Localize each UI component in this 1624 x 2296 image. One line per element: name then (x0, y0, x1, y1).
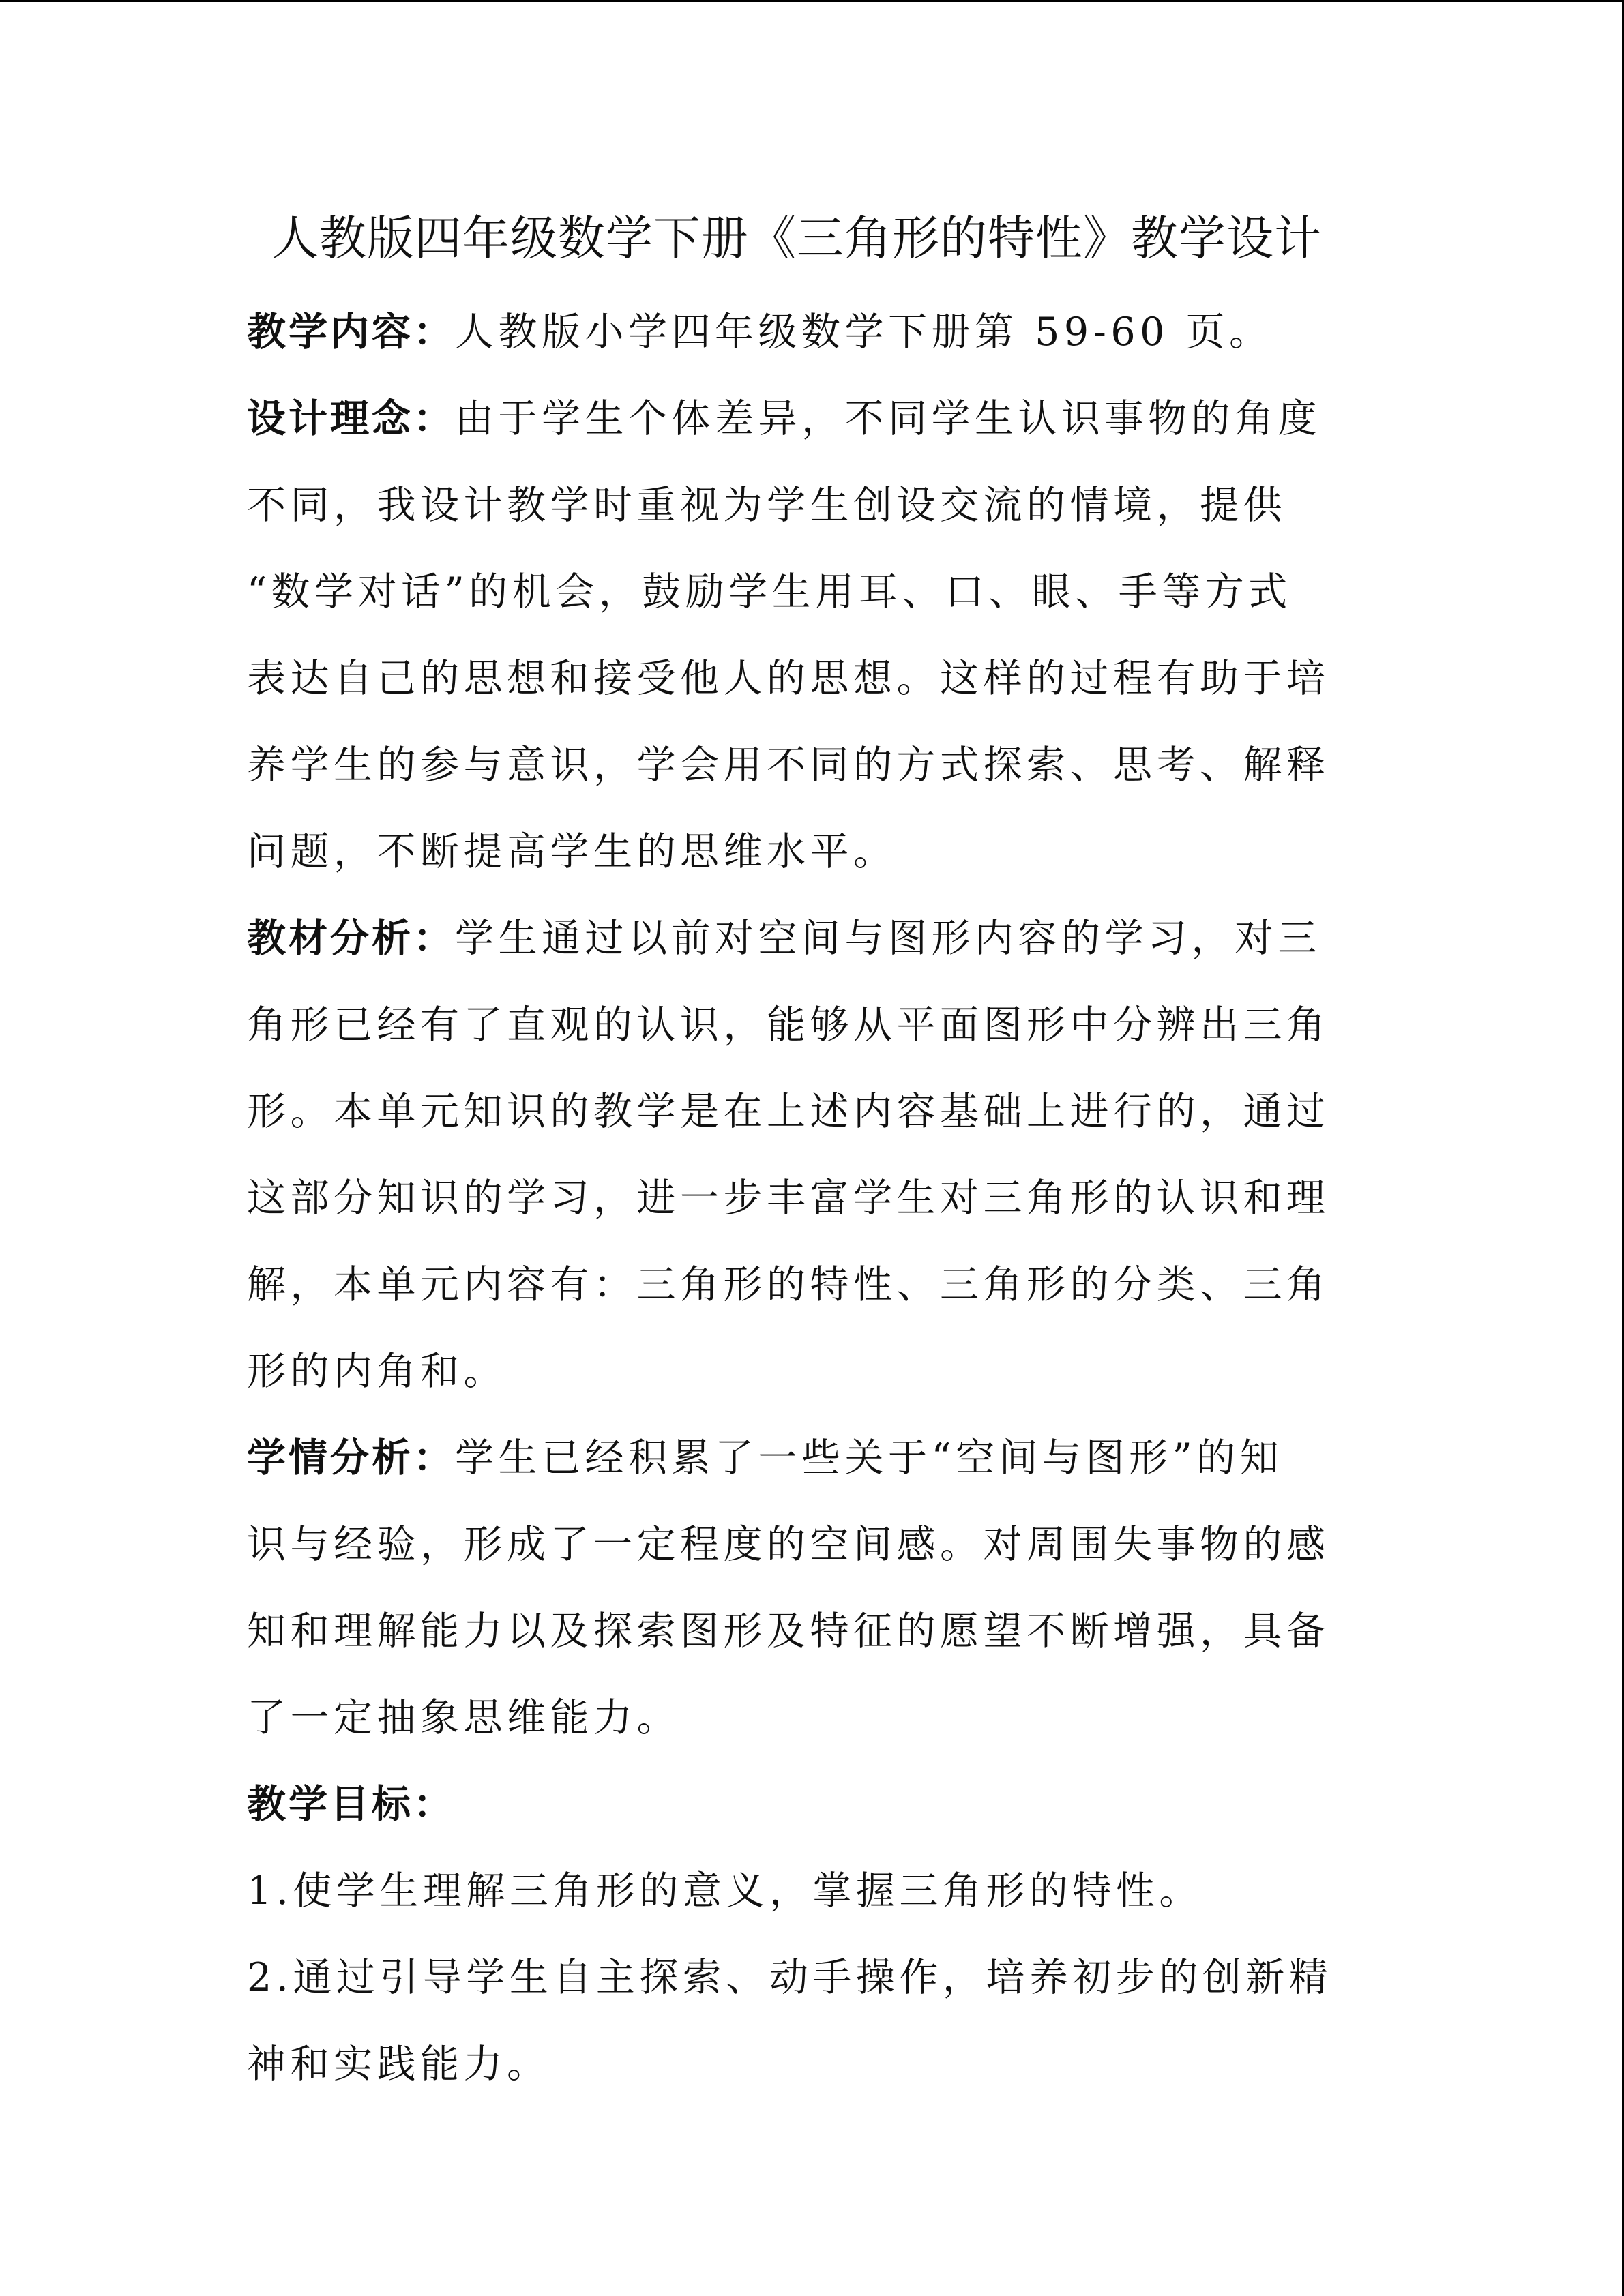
objective-line: 2.通过引导学生自主探索、动手操作，培养初步的创新精 (247, 1955, 1333, 2000)
section-line: 角形已经有了直观的认识，能够从平面图形中分辨出三角 (247, 1002, 1330, 1047)
document-body (247, 289, 1352, 2108)
section-line: 这部分知识的学习，进一步丰富学生对三角形的认识和理 (247, 1176, 1330, 1221)
document-title: 人教版四年级数学下册《三角形的特性》教学设计 (271, 211, 1322, 266)
section-label: 教学内容： (247, 310, 455, 355)
section-line: 不同，我设计教学时重视为学生创设交流的情境，提供 (247, 483, 1286, 528)
section-line: 养学生的参与意识，学会用不同的方式探索、思考、解释 (247, 743, 1330, 788)
section-line: 解，本单元内容有：三角形的特性、三角形的分类、三角 (247, 1262, 1330, 1307)
section-teaching-content (247, 289, 1352, 376)
section-student-analysis (247, 1415, 1352, 1761)
section-line (247, 1761, 1352, 1848)
section-line: “数学对话”的机会，鼓励学生用耳、口、眼、手等方式 (247, 569, 1292, 614)
section-line: 形。本单元知识的教学是在上述内容基础上进行的，通过 (247, 1089, 1330, 1134)
section-line: 问题，不断提高学生的思维水平。 (247, 829, 897, 874)
section-label: 学情分析： (247, 1435, 455, 1480)
section-line (247, 895, 1352, 982)
section-line: 了一定抽象思维能力。 (247, 1695, 680, 1740)
section-label: 教学目标： (247, 1782, 455, 1827)
objective-line: 1.使学生理解三角形的意义，掌握三角形的特性。 (247, 1868, 1202, 1913)
section-text: 学生已经积累了一些关于“空间与图形”的知 (455, 1435, 1284, 1480)
section-line: 表达自己的思想和接受他人的思想。这样的过程有助于培 (247, 656, 1330, 701)
section-line (247, 289, 1352, 376)
section-line: 形的内角和。 (247, 1349, 507, 1394)
section-teaching-objectives (247, 1761, 1352, 1848)
section-line: 识与经验，形成了一定程度的空间感。对周围失事物的感 (247, 1522, 1330, 1567)
section-text: 学生通过以前对空间与图形内容的学习，对三 (455, 916, 1321, 961)
section-label: 设计理念： (247, 396, 455, 441)
section-line (247, 1415, 1352, 1502)
section-line: 知和理解能力以及探索图形及特征的愿望不断增强，具备 (247, 1609, 1330, 1654)
section-label: 教材分析： (247, 916, 455, 961)
objective-item-2 (247, 1935, 1352, 2108)
objective-line: 神和实践能力。 (247, 2042, 550, 2087)
section-text: 由于学生个体差异，不同学生认识事物的角度 (455, 396, 1321, 441)
section-design-philosophy (247, 376, 1352, 895)
section-line (247, 376, 1352, 462)
objective-item-1 (247, 1848, 1352, 1935)
section-textbook-analysis (247, 895, 1352, 1415)
section-text: 人教版小学四年级数学下册第 59-60 页。 (455, 310, 1273, 355)
page-border-top (0, 0, 1624, 2)
